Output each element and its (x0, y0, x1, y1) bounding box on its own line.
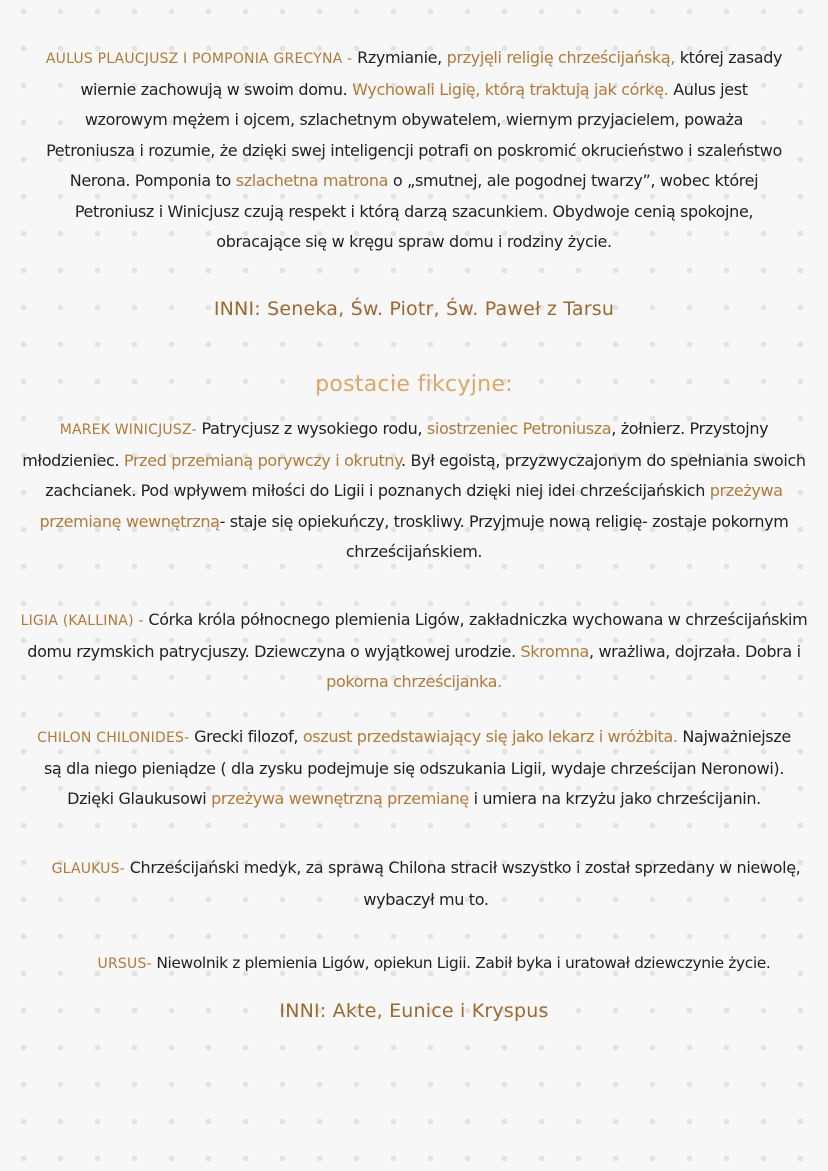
highlight: siostrzeniec Petroniusza (426, 419, 612, 438)
highlight: Wychowali Ligię, którą traktują jak córkę. (352, 79, 669, 99)
highlight: Przed przemianą porywczy i okrutny (123, 450, 402, 470)
highlight: szlachetna matrona (235, 171, 389, 190)
highlight: Skromna (520, 641, 589, 661)
highlight: oszust przedstawiający się jako lekarz i wróżbita. (302, 727, 678, 746)
character-name: CHILON CHILONIDES- (37, 730, 190, 746)
highlight: przeżywa przemianę wewnętrzną (39, 481, 783, 531)
character-name: LIGIA (KALLINA) - (20, 613, 144, 629)
highlight: przyjęli religię chrześcijańską, (446, 48, 676, 67)
character-name: GLAUKUS- (51, 861, 125, 877)
paragraph-ursus: URSUS- Niewolnik z plemienia Ligów, opiekun Ligii. Zabił byka i uratował dziewczynie życie. (97, 954, 771, 972)
highlight: pokorna chrześcijanka. (326, 672, 502, 691)
paragraph-marek-winicjusz: MAREK WINICJUSZ- Patrycjusz z wysokiego rodu, siostrzeniec Petroniusza, żołnierz. Przystojny młodzieniec. Przed przemianą porywczy i okrutny. Był egoistą, przyzwyczajonym do spełniania swoich zachcianek. Pod wpływem miłości do Ligii i poznanych dzięki niej idei chrześcijańskich przeżywa przemianę wewnętrzną- staje się opiekuńczy, troskliwy. Przyjmuje nową religię- zostaje pokornym chrześcijańskiem. (22, 419, 806, 561)
paragraph-glaukus: GLAUKUS- Chrześcijański medyk, za sprawą Chilona stracił wszystko i został sprzedany w niewolę, wybaczył mu to. (51, 858, 801, 909)
paragraph-aulus-pomponia: AULUS PLAUCJUSZ I POMPONIA GRECYNA - Rzymianie, przyjęli religię chrześcijańską, której zasady wiernie zachowują w swoim domu. Wychowali Ligię, którą traktują jak córkę. Aulus jest wzorowym mężem i ojcem, szlachetnym obywatelem, wiernym przyjacielem, poważa Petroniusza i rozumie, że dzięki swej inteligencji potrafi on poskromić okrucieństwo i szaleństwo Nerona. Pomponia to szlachetna matrona o „smutnej, ale pogodnej twarzy”, wobec której Petroniusz i Winicjusz czują respekt i którą darzą szacunkiem. Obydwoje cenią spokojne, obracające się w kręgu spraw domu i rodziny życie. (45, 48, 783, 251)
paragraph-chilon: CHILON CHILONIDES- Grecki filozof, oszust przedstawiający się jako lekarz i wróżbita. Najważniejsze są dla niego pieniądze ( dla zysku podejmuje się odszukania Ligii, wydaje chrześcijan Neronowi). Dzięki Glaukusowi przeżywa wewnętrzną przemianę i umiera na krzyżu jako chrześcijanin. (37, 727, 791, 808)
character-name: AULUS PLAUCJUSZ I POMPONIA GRECYNA - (45, 51, 353, 67)
paragraph-ligia: LIGIA (KALLINA) - Córka króla północnego plemienia Ligów, zakładniczka wychowana w chrześcijańskim domu rzymskich patrycjuszy. Dziewczyna o wyjątkowej urodzie. Skromna, wrażliwa, dojrzała. Dobra i pokorna chrześcijanka. (20, 610, 808, 691)
character-name: MAREK WINICJUSZ- (59, 422, 197, 438)
others-fictional: INNI: Akte, Eunice i Kryspus (279, 1000, 549, 1022)
highlight: przeżywa wewnętrzną przemianę (211, 789, 469, 808)
character-name: URSUS- (97, 956, 152, 972)
others-historical: INNI: Seneka, Św. Piotr, Św. Paweł z Tarsu (213, 298, 615, 320)
section-heading-fictional: postacie fikcyjne: (315, 372, 513, 397)
